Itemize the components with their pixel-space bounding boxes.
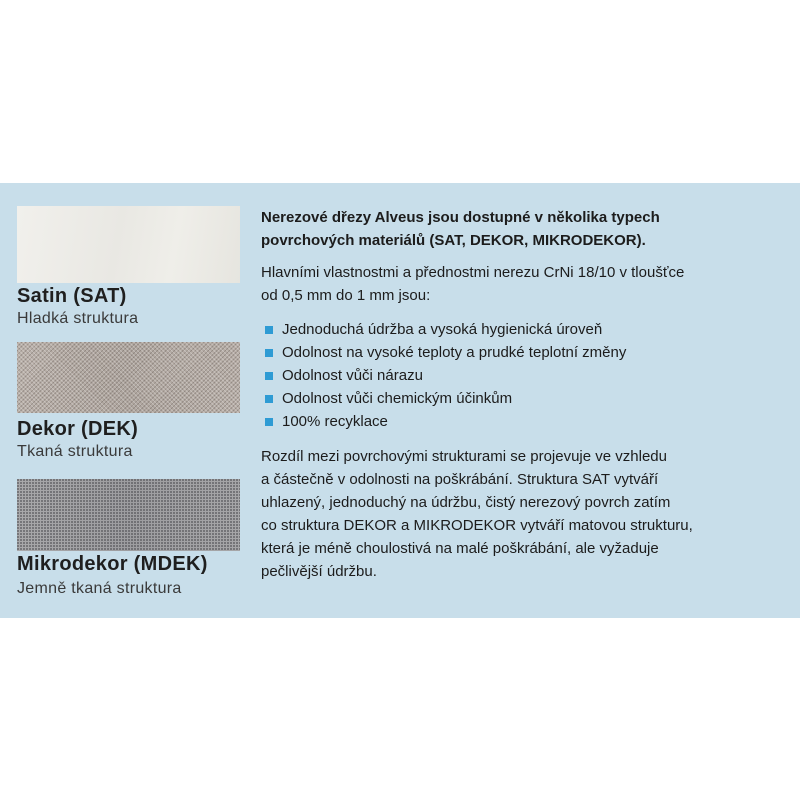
list-item-text: 100% recyklace xyxy=(282,413,388,430)
square-bullet-icon xyxy=(265,372,273,380)
dekor-title: Dekor (DEK) xyxy=(17,418,139,440)
satin-title: Satin (SAT) xyxy=(17,285,127,307)
dekor-texture-swatch xyxy=(17,342,240,413)
description-line: Rozdíl mezi povrchovými strukturami se projevuje ve vzhledu xyxy=(261,448,667,465)
mikrodekor-title: Mikrodekor (MDEK) xyxy=(17,553,208,575)
list-item xyxy=(261,364,791,387)
intro-line: Nerezové dřezy Alveus jsou dostupné v několika typech xyxy=(261,209,660,226)
list-item xyxy=(261,410,791,433)
list-item xyxy=(261,387,791,410)
mikrodekor-texture-swatch xyxy=(17,479,240,551)
description-line: uhlazený, jednoduchý na údržbu, čistý nerezový povrch zatím xyxy=(261,494,671,511)
mikrodekor-subtitle: Jemně tkaná struktura xyxy=(17,580,182,597)
properties-paragraph xyxy=(261,261,791,307)
list-item-text: Odolnost vůči chemickým účinkům xyxy=(282,390,513,407)
square-bullet-icon xyxy=(265,349,273,357)
dekor-subtitle: Tkaná struktura xyxy=(17,443,133,460)
description-line: co struktura DEKOR a MIKRODEKOR vytváří matovou strukturu, xyxy=(261,517,693,534)
square-bullet-icon xyxy=(265,418,273,426)
properties-list xyxy=(261,318,791,433)
list-item xyxy=(261,318,791,341)
list-item-text: Jednoduchá údržba a vysoká hygienická úroveň xyxy=(282,321,603,338)
properties-line: od 0,5 mm do 1 mm jsou: xyxy=(261,287,431,304)
satin-texture-swatch xyxy=(17,206,240,283)
description-paragraph xyxy=(261,445,791,583)
list-item-text: Odolnost na vysoké teploty a prudké teplotní změny xyxy=(282,344,627,361)
satin-subtitle: Hladká struktura xyxy=(17,310,139,327)
list-item-text: Odolnost vůči nárazu xyxy=(282,367,423,384)
description-line: pečlivější údržbu. xyxy=(261,563,377,580)
properties-line: Hlavními vlastnostmi a přednostmi nerezu CrNi 18/10 v tloušťce xyxy=(261,264,685,281)
square-bullet-icon xyxy=(265,326,273,334)
intro-line: povrchových materiálů (SAT, DEKOR, MIKRODEKOR). xyxy=(261,232,646,249)
list-item xyxy=(261,341,791,364)
description-line: a částečně v odolnosti na poškrábání. Struktura SAT vytváří xyxy=(261,471,659,488)
intro-paragraph xyxy=(261,206,791,252)
square-bullet-icon xyxy=(265,395,273,403)
description-line: která je méně choulostivá na malé poškrábání, ale vyžaduje xyxy=(261,540,659,557)
